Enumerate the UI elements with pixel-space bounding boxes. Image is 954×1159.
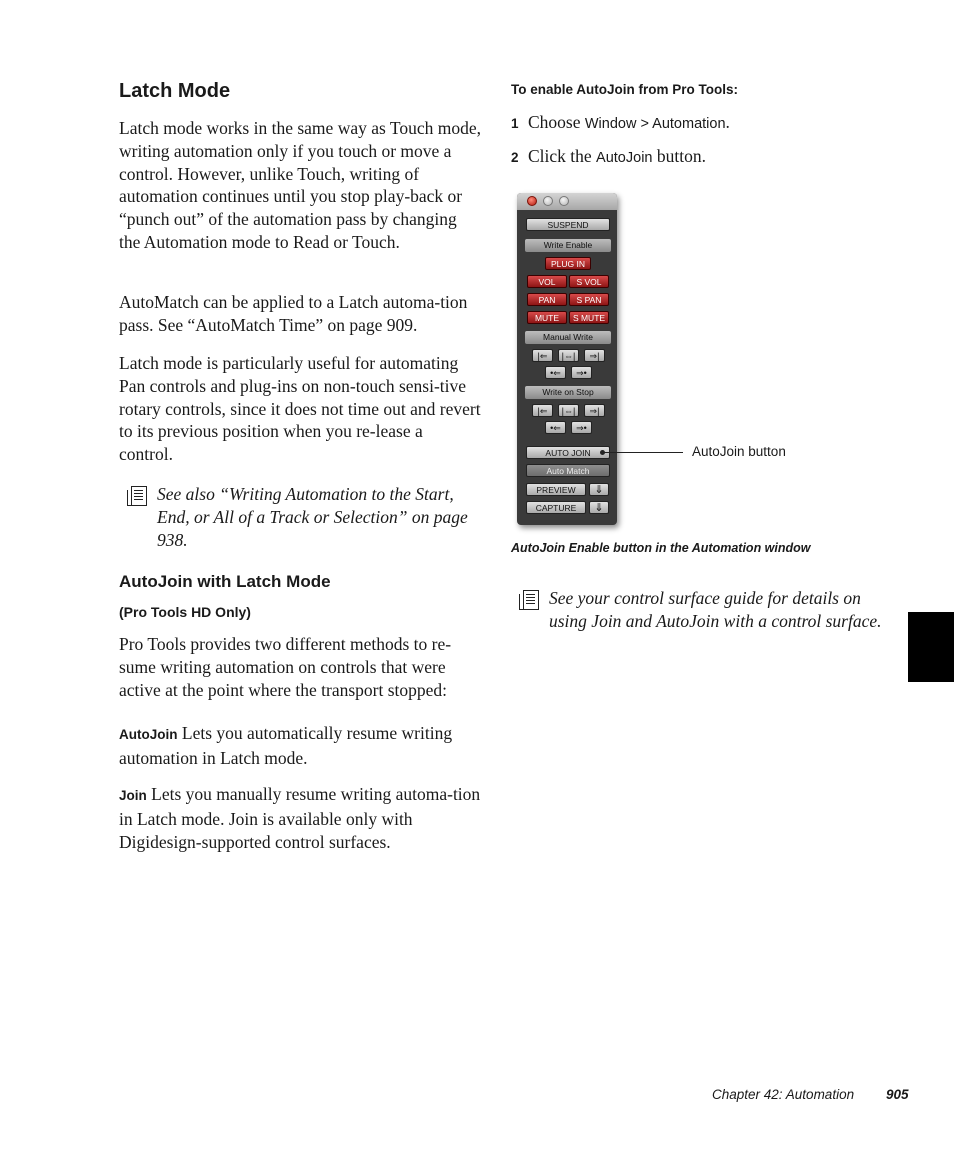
minimize-icon[interactable] <box>543 196 553 206</box>
smute-button[interactable]: S MUTE <box>569 311 609 324</box>
write-to-punch-right-button[interactable]: ⇒• <box>571 366 592 379</box>
step-2 <box>511 145 706 170</box>
step-text: button. <box>652 146 706 166</box>
suspend-button[interactable]: SUSPEND <box>526 218 610 231</box>
preview-down-icon[interactable]: ⇓ <box>589 483 609 496</box>
definition-text: Lets you automatically resume writing automation in Latch mode. <box>119 723 453 768</box>
note-icon <box>523 590 539 610</box>
chapter-thumb-tab <box>908 612 954 682</box>
auto-match-button[interactable]: Auto Match <box>526 464 610 477</box>
note-icon <box>131 486 147 506</box>
capture-button[interactable]: CAPTURE <box>526 501 586 514</box>
note-text: See also “Writing Automation to the Start, End, or All of a Track or Selection” on page 938. <box>157 484 468 550</box>
ui-term: Window > Automation <box>584 116 726 132</box>
section-title: Latch Mode <box>119 80 231 102</box>
callout-label: AutoJoin button <box>692 444 786 459</box>
write-on-stop-label: Write on Stop <box>525 386 611 399</box>
step-number: 2 <box>511 150 519 165</box>
auto-join-button[interactable]: AUTO JOIN <box>526 446 610 459</box>
body-paragraph: Latch mode is particularly useful for automating Pan controls and plug-ins on non-touch sensi-tive rotary controls, since it does not time out and revert to its previous position when you re-lease a control. <box>119 353 481 465</box>
write-to-start-button[interactable]: |⇐ <box>532 349 553 362</box>
stop-write-punch-right-button[interactable]: ⇒• <box>571 421 592 434</box>
subsection-note: (Pro Tools HD Only) <box>119 604 251 620</box>
definition-join <box>119 783 481 853</box>
preview-button[interactable]: PREVIEW <box>526 483 586 496</box>
automation-window <box>517 193 617 525</box>
zoom-icon[interactable] <box>559 196 569 206</box>
body-paragraph: Pro Tools provides two different methods to re-sume writing automation on controls that were active at the point where the transport stopped: <box>119 634 452 700</box>
window-titlebar[interactable] <box>517 193 617 210</box>
manual-write-label: Manual Write <box>525 331 611 344</box>
stop-write-to-start-button[interactable]: |⇐ <box>532 404 553 417</box>
write-to-all-button[interactable]: |⇔| <box>558 349 579 362</box>
step-text: . <box>725 112 730 132</box>
step-1 <box>511 111 730 136</box>
definition-term: AutoJoin <box>119 727 178 742</box>
ui-term: AutoJoin <box>596 150 653 166</box>
definition-text: Lets you manually resume writing automa-tion in Latch mode. Join is available only with Digidesign-supported control surfaces. <box>119 784 481 852</box>
step-text: Choose <box>528 112 585 132</box>
body-paragraph: Latch mode works in the same way as Touch mode, writing automation only if you touch or move a control. However, unlike Touch, writing of automation continues until you stop play-back or “punch out” of the automation pass by changing the Automation mode to Read or Touch. <box>119 118 481 252</box>
definition-term: Join <box>119 788 147 803</box>
pan-button[interactable]: PAN <box>527 293 567 306</box>
page-number: 905 <box>886 1087 909 1102</box>
subsection-title: AutoJoin with Latch Mode <box>119 572 331 591</box>
stop-write-to-all-button[interactable]: |⇔| <box>558 404 579 417</box>
span-button[interactable]: S PAN <box>569 293 609 306</box>
write-enable-label: Write Enable <box>525 239 611 252</box>
mute-button[interactable]: MUTE <box>527 311 567 324</box>
body-paragraph: AutoMatch can be applied to a Latch automa-tion pass. See “AutoMatch Time” on page 909. <box>119 292 468 335</box>
close-icon[interactable] <box>527 196 537 206</box>
definition-autojoin <box>119 722 481 770</box>
capture-down-icon[interactable]: ⇓ <box>589 501 609 514</box>
figure-caption: AutoJoin Enable button in the Automation window <box>511 541 811 555</box>
write-to-end-button[interactable]: ⇒| <box>584 349 605 362</box>
stop-write-to-end-button[interactable]: ⇒| <box>584 404 605 417</box>
note-text: See your control surface guide for details on using Join and AutoJoin with a control surface. <box>549 588 882 631</box>
step-text: Click the <box>528 146 597 166</box>
procedure-title: To enable AutoJoin from Pro Tools: <box>511 82 738 97</box>
step-number: 1 <box>511 116 519 131</box>
footer-chapter: Chapter 42: Automation <box>712 1087 855 1102</box>
stop-write-punch-left-button[interactable]: •⇐ <box>545 421 566 434</box>
callout-line <box>603 452 683 453</box>
svol-button[interactable]: S VOL <box>569 275 609 288</box>
vol-button[interactable]: VOL <box>527 275 567 288</box>
write-to-punch-left-button[interactable]: •⇐ <box>545 366 566 379</box>
plugin-button[interactable]: PLUG IN <box>545 257 591 270</box>
